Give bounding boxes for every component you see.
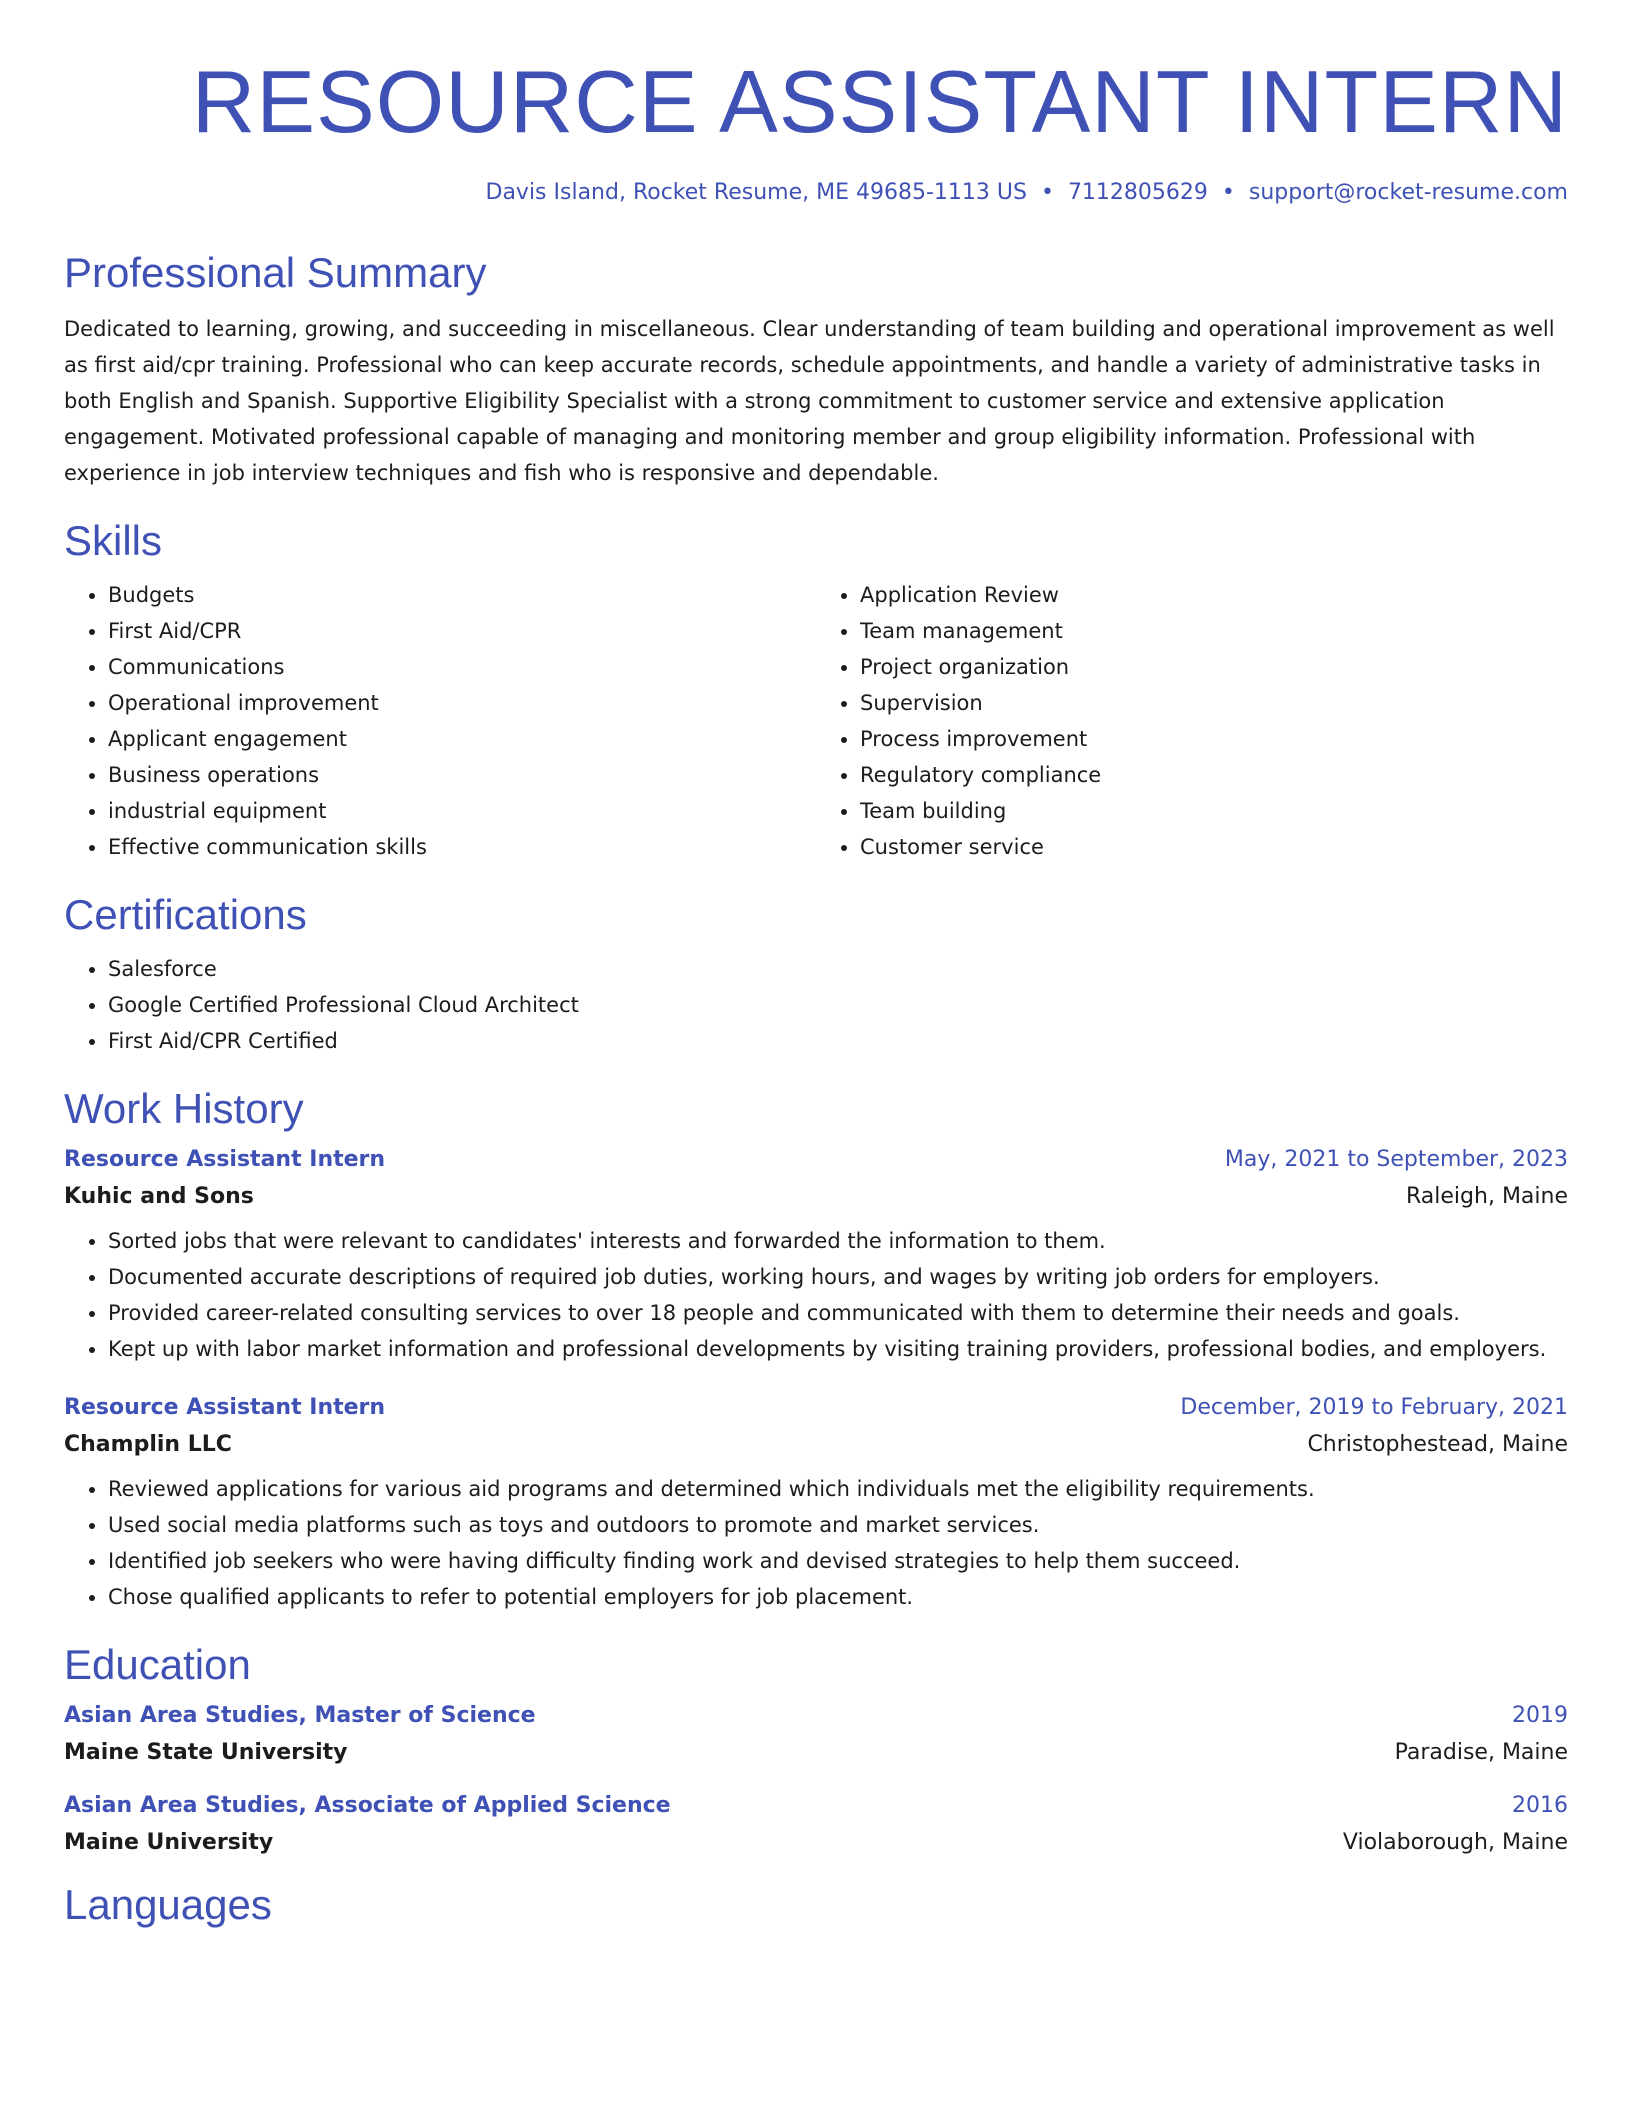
skills-columns — [64, 577, 1568, 865]
section-heading-skills: Skills — [64, 517, 163, 564]
contact-line — [64, 180, 1568, 205]
certifications-section — [64, 891, 1568, 1059]
degree-row — [64, 1793, 1568, 1818]
list-item: • Team management — [860, 613, 1568, 649]
list-item: • Budgets — [108, 577, 816, 613]
list-item: • Salesforce — [108, 951, 1568, 987]
job-bullets — [64, 1471, 1568, 1615]
list-item: • Provided career-related consulting services to over 18 people and communicated with them to determine their needs and goals. — [108, 1295, 1568, 1331]
section-heading-summary: Professional Summary — [64, 249, 487, 296]
school-location: Paradise, Maine — [1394, 1740, 1568, 1765]
education-section — [64, 1641, 1568, 1855]
list-item: • Identified job seekers who were having difficulty finding work and devised strategies to help them succeed. — [108, 1543, 1568, 1579]
graduation-year: 2019 — [1512, 1703, 1568, 1728]
school-row — [64, 1830, 1568, 1855]
list-item: • Kept up with labor market information and professional developments by visiting training providers, professional bodies, and employers. — [108, 1331, 1568, 1367]
job-bullets — [64, 1223, 1568, 1367]
list-item: • Documented accurate descriptions of required job duties, working hours, and wages by writing job orders for employers. — [108, 1259, 1568, 1295]
job-company-row — [64, 1184, 1568, 1209]
section-heading-work: Work History — [64, 1085, 304, 1132]
company-name: Kuhic and Sons — [64, 1184, 254, 1209]
degree-row — [64, 1703, 1568, 1728]
languages-section — [64, 1881, 1568, 1929]
list-item: • Regulatory compliance — [860, 757, 1568, 793]
job-title: Resource Assistant Intern — [64, 1395, 386, 1420]
skills-list-right — [816, 577, 1568, 865]
school-name: Maine University — [64, 1830, 274, 1855]
job-entry — [64, 1395, 1568, 1615]
separator: • — [1221, 180, 1235, 205]
list-item: • Team building — [860, 793, 1568, 829]
job-title: Resource Assistant Intern — [64, 1147, 386, 1172]
list-item: • First Aid/CPR — [108, 613, 816, 649]
section-heading-languages: Languages — [64, 1881, 272, 1928]
list-item: • Operational improvement — [108, 685, 816, 721]
section-heading-education: Education — [64, 1641, 251, 1688]
job-location: Raleigh, Maine — [1406, 1184, 1568, 1209]
job-company-row — [64, 1432, 1568, 1457]
list-item: • Business operations — [108, 757, 816, 793]
list-item: • Supervision — [860, 685, 1568, 721]
school-name: Maine State University — [64, 1740, 348, 1765]
phone: 7112805629 — [1067, 180, 1208, 205]
degree: Asian Area Studies, Master of Science — [64, 1703, 536, 1728]
job-title-row — [64, 1147, 1568, 1172]
list-item: • Customer service — [860, 829, 1568, 865]
skills-section — [64, 517, 1568, 865]
address: Davis Island, Rocket Resume, ME 49685-1113 US — [485, 180, 1027, 205]
list-item: • Chose qualified applicants to refer to potential employers for job placement. — [108, 1579, 1568, 1615]
separator: • — [1040, 180, 1054, 205]
list-item: • industrial equipment — [108, 793, 816, 829]
job-dates: May, 2021 to September, 2023 — [1224, 1147, 1568, 1172]
list-item: • Sorted jobs that were relevant to candidates' interests and forwarded the information to them. — [108, 1223, 1568, 1259]
job-title-row — [64, 1395, 1568, 1420]
education-entry — [64, 1703, 1568, 1765]
email-link[interactable]: support@rocket-resume.com — [1248, 180, 1568, 205]
degree: Asian Area Studies, Associate of Applied Science — [64, 1793, 671, 1818]
graduation-year: 2016 — [1512, 1793, 1568, 1818]
list-item: • Process improvement — [860, 721, 1568, 757]
school-location: Violaborough, Maine — [1342, 1830, 1568, 1855]
work-history-section — [64, 1085, 1568, 1615]
certifications-list — [64, 951, 1568, 1059]
list-item: • Effective communication skills — [108, 829, 816, 865]
list-item: • Applicant engagement — [108, 721, 816, 757]
skills-list-left — [64, 577, 816, 865]
list-item: • Reviewed applications for various aid programs and determined which individuals met the eligibility requirements. — [108, 1471, 1568, 1507]
job-entry — [64, 1147, 1568, 1367]
education-entry — [64, 1793, 1568, 1855]
resume-header — [64, 0, 1568, 205]
list-item: • Communications — [108, 649, 816, 685]
candidate-name: RESOURCE ASSISTANT INTERN — [191, 52, 1568, 151]
list-item: • Google Certified Professional Cloud Architect — [108, 987, 1568, 1023]
company-name: Champlin LLC — [64, 1432, 232, 1457]
section-heading-certifications: Certifications — [64, 891, 307, 938]
list-item: • First Aid/CPR Certified — [108, 1023, 1568, 1059]
list-item: • Project organization — [860, 649, 1568, 685]
job-dates: December, 2019 to February, 2021 — [1180, 1395, 1568, 1420]
summary-text: Dedicated to learning, growing, and succeeding in miscellaneous. Clear understanding of team building and operational improvement as well as first aid/cpr training. Professional who can keep accurate records, schedule appointments, and handle a variety of administrative tasks in both English and Spanish. Supportive Eligibility Specialist with a strong commitment to customer service and extensive application engagement. Motivated professional capable of managing and monitoring member and group eligibility information. Professional with experience in job interview techniques and fish who is responsive and dependable. — [64, 317, 1555, 485]
summary-section — [64, 249, 1568, 491]
list-item: • Used social media platforms such as toys and outdoors to promote and market services. — [108, 1507, 1568, 1543]
list-item: • Application Review — [860, 577, 1568, 613]
school-row — [64, 1740, 1568, 1765]
job-location: Christophestead, Maine — [1307, 1432, 1568, 1457]
